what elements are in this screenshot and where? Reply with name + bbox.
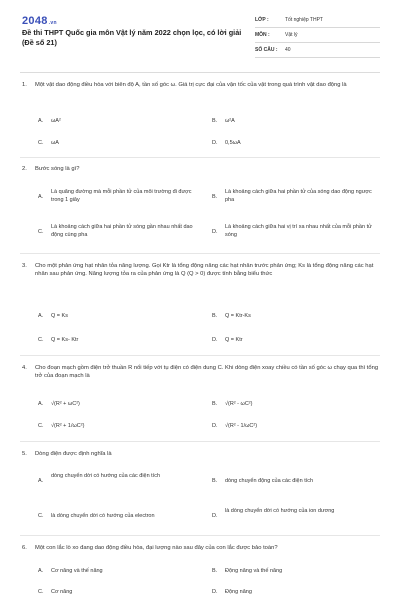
option-label: C.	[38, 337, 44, 343]
option-label: C.	[38, 229, 44, 235]
option-label: C.	[38, 140, 44, 146]
option-text: √(R² + 1/ωC²)	[51, 423, 85, 429]
option-label: D.	[212, 423, 218, 429]
option-label: C.	[38, 423, 44, 429]
option-label: B.	[212, 194, 218, 200]
question-text: Một vật dao động điều hòa với biên độ A, tần số góc ω. Giá trị cực đại của vận tốc của vật trong quá trình vật dao động là	[35, 82, 347, 88]
option-text: Q = Ktr	[225, 337, 243, 343]
meta-value: Tốt nghiệp THPT	[285, 17, 323, 23]
question-number: 5.	[22, 451, 27, 457]
option-label: C.	[38, 513, 44, 519]
question-text: Bước sóng là gì?	[35, 166, 80, 172]
option-label: A.	[38, 194, 44, 200]
option-text: ωA	[51, 140, 59, 146]
option-label: D.	[212, 589, 218, 595]
question-number: 3.	[22, 263, 27, 269]
meta-row-class	[255, 14, 380, 28]
logo-main: 2048	[22, 15, 48, 27]
option-text: Động năng	[225, 589, 252, 595]
meta-key: MÔN :	[255, 32, 270, 38]
logo-sub: .vn	[48, 20, 57, 26]
question-separator	[20, 355, 380, 356]
option-text: √(R² - ωC²)	[225, 401, 253, 407]
option-text: là dòng chuyển dời có hướng của ion dương	[225, 508, 335, 514]
option-label: A.	[38, 568, 44, 574]
question-text: Cho đoạn mạch gồm điện trở thuần R nối tiếp với tụ điện có điện dung C. Khi dòng điện xoay chiều có tần số góc ω chạy qua thì tổng trở của đoạn mạch là	[35, 365, 379, 380]
option-text: Động năng và thế năng	[225, 568, 283, 574]
option-text: Là quãng đường mà mỗi phần tử của môi trường đi được trong 1 giây	[51, 189, 192, 203]
option-text: Q = Ks- Ktr	[51, 337, 79, 343]
option-text: 0,5ωA	[225, 140, 241, 146]
exam-title: Đề thi THPT Quốc gia môn Vật lý năm 2022 chọn lọc, có lời giải (Đề số 21)	[22, 28, 242, 47]
option-text: ω²A	[225, 118, 235, 124]
question-text: Dòng điện được định nghĩa là	[35, 451, 112, 457]
option-label: D.	[212, 513, 218, 519]
option-label: A.	[38, 401, 44, 407]
option-text: Cơ năng và thế năng	[51, 568, 103, 574]
exam-meta	[255, 14, 380, 59]
question-number: 2.	[22, 166, 27, 172]
question-text: Một con lắc lò xo đang dao động điều hòa, đại lượng nào sau đây của con lắc được bảo toàn?	[35, 545, 278, 551]
option-text: Là khoảng cách giữa hai vị trí xa nhau nhất của mỗi phần tử sóng	[225, 224, 372, 238]
question-separator	[20, 253, 380, 254]
option-label: B.	[212, 118, 218, 124]
header-divider	[20, 72, 380, 73]
option-label: A.	[38, 478, 44, 484]
option-label: A.	[38, 118, 44, 124]
option-label: B.	[212, 401, 218, 407]
meta-row-count	[255, 44, 380, 58]
option-text: Cơ năng	[51, 589, 73, 595]
option-label: B.	[212, 313, 218, 319]
question-separator	[20, 441, 380, 442]
option-text: √(R² - 1/ωC²)	[225, 423, 258, 429]
meta-key: SỐ CÂU :	[255, 47, 278, 53]
option-text: ωA²	[51, 118, 61, 124]
option-text: dòng chuyển dời có hướng của các điện tích	[51, 473, 161, 479]
option-text: √(R² + ωC²)	[51, 401, 80, 407]
option-text: dòng chuyển động của các điện tích	[225, 478, 314, 484]
option-label: D.	[212, 337, 218, 343]
option-text: là dòng chuyển dời có hướng của electron	[51, 513, 155, 519]
option-label: D.	[212, 229, 218, 235]
meta-value: Vật lý	[285, 32, 298, 38]
option-text: Là khoảng cách giữa hai phần tử của sóng dao động ngược pha	[225, 189, 372, 203]
question-separator	[20, 535, 380, 536]
meta-row-subject	[255, 29, 380, 43]
site-logo[interactable]	[22, 15, 57, 27]
option-label: A.	[38, 313, 44, 319]
option-label: D.	[212, 140, 218, 146]
question-number: 4.	[22, 365, 27, 371]
question-text: Cho một phản ứng hạt nhân tỏa năng lượng. Gọi Ktr là tổng động năng các hạt nhân trước phản ứng; Ks là tổng động năng các hạt nhân sau phản ứng. Năng lượng tỏa ra của phản ứng là Q (Q > 0) được tính bằng biểu thức	[35, 263, 374, 278]
question-number: 1.	[22, 82, 27, 88]
option-text: Q = Ktr-Ks	[225, 313, 251, 319]
question-separator	[20, 157, 380, 158]
option-text: Là khoảng cách giữa hai phần tử sóng gần nhau nhất dao động cùng pha	[51, 224, 193, 238]
meta-key: LỚP :	[255, 17, 269, 23]
option-label: B.	[212, 568, 218, 574]
option-label: C.	[38, 589, 44, 595]
exam-header	[0, 0, 400, 60]
question-number: 6.	[22, 545, 27, 551]
option-label: B.	[212, 478, 218, 484]
meta-value: 40	[285, 47, 291, 53]
option-text: Q = Ks	[51, 313, 68, 319]
